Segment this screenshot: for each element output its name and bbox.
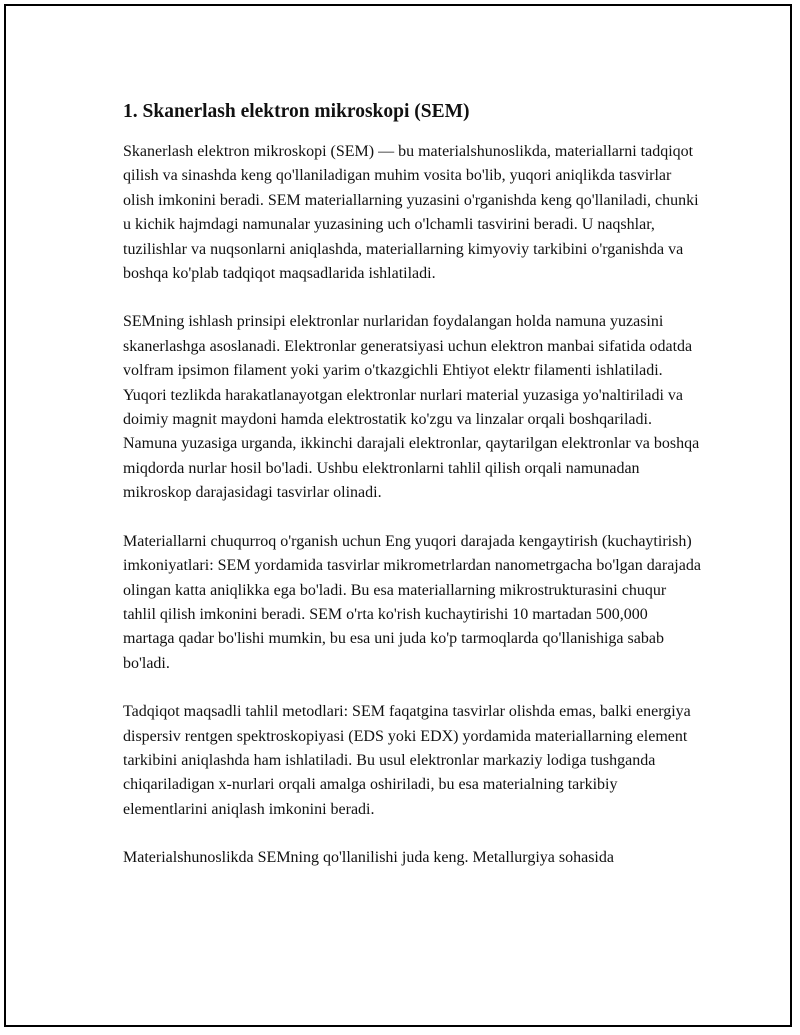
paragraph-intro: Skanerlash elektron mikroskopi (SEM) — bu materialshunoslikda, materiallarni tadqiqot qilish va sinashda keng qo'llaniladigan muhim vosita bo'lib, yuqori aniqlikda tasvirlar olish imkonini beradi. SEM materiallarning yuzasini o'rganishda keng qo'llaniladi, chunki u kichik hajmdagi namunalar yuzasining uch o'lchamli tasvirini beradi. U naqshlar, tuzilishlar va nuqsonlarni aniqlashda, materiallarning kimyoviy tarkibini o'rganishda va boshqa ko'plab tadqiqot maqsadlarida ishlatiladi. [123,143,699,283]
document-body [123,98,703,895]
paragraph-analysis-methods: Tadqiqot maqsadli tahlil metodlari: SEM faqatgina tasvirlar olishda emas, balki energiya dispersiv rentgen spektroskopiyasi (EDS yoki EDX) yordamida materiallarning element tarkibini aniqlashda ham ishlatiladi. Bu usul elektronlar markaziy lodiga tushganda chiqariladigan x-nurlari orqali amalga oshiriladi, bu esa materialning tarkibiy elementlarini aniqlash imkonini beradi. [123,703,691,818]
paragraph-magnification: Materiallarni chuqurroq o'rganish uchun Eng yuqori darajada kengaytirish (kuchaytirish) imkoniyatlari: SEM yordamida tasvirlar mikrometrlardan nanometrgacha bo'lgan darajada olingan katta aniqlikka ega bo'ladi. Bu esa materiallarning mikrostrukturasini chuqur tahlil qilish imkonini beradi. SEM o'rta ko'rish kuchaytirishi 10 martadan 500,000 martaga qadar bo'lishi mumkin, bu esa uni juda ko'p tarmoqlarda qo'llanishiga sabab bo'ladi. [123,532,701,672]
page-frame [4,4,792,1027]
paragraph-working-principle: SEMning ishlash prinsipi elektronlar nurlaridan foydalangan holda namuna yuzasini skanerlashga asoslanadi. Elektronlar generatsiyasi uchun elektron manbai sifatida odatda volfram ipsimon filament yoki yarim o'tkazgichli Ehtiyot elektr filamenti ishlatiladi. Yuqori tezlikda harakatlanayotgan elektronlar nurlari material yuzasiga yo'naltiriladi va doimiy magnit maydoni hamda elektrostatik ko'zgu va linzalar orqali boshqariladi. Namuna yuzasiga urganda, ikkinchi darajali elektronlar, qaytarilgan elektronlar va boshqa miqdorda nurlar hosil bo'ladi. Ushbu elektronlarni tahlil qilish orqali namunadan mikroskop darajasidagi tasvirlar olinadi. [123,313,700,502]
paragraph-applications: Materialshunoslikda SEMning qo'llanilishi juda keng. Metallurgiya sohasida [123,849,614,867]
section-heading: 1. Skanerlash elektron mikroskopi (SEM) [123,101,470,122]
